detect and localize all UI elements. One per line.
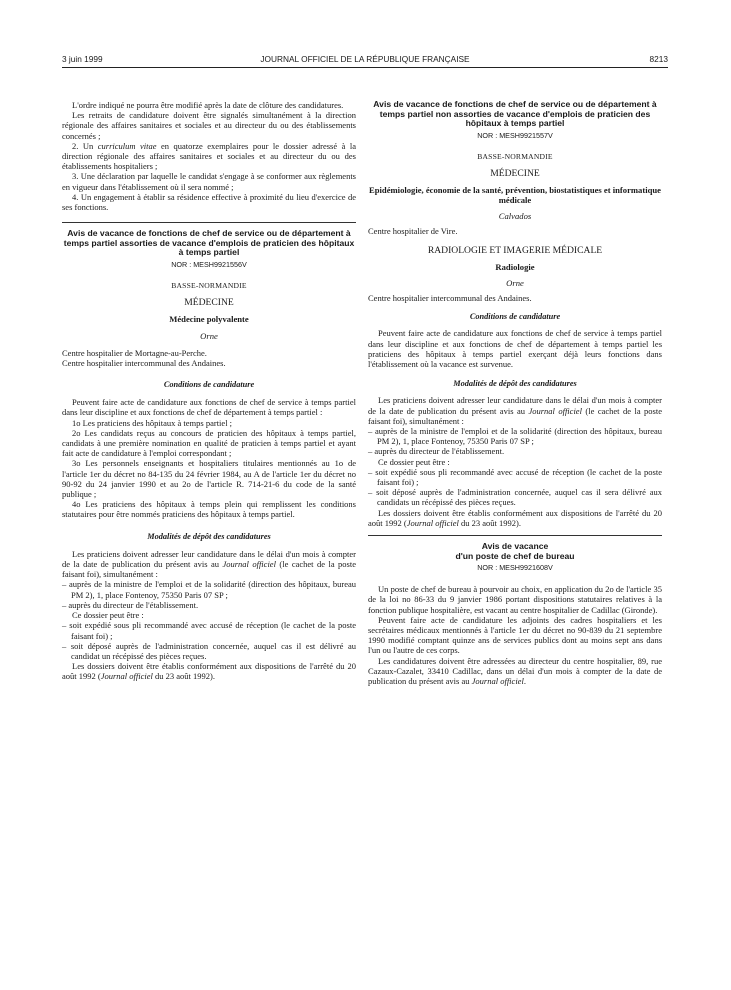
- region-heading: BASSE-NORMANDIE: [171, 281, 247, 291]
- nor-reference: NOR : MESH9921557V: [477, 130, 553, 140]
- body-paragraph: Les praticiens doivent adresser leur candidature dans le délai d'un mois à compter de la date de publication du présent avis au Journal officiel (le cachet de la poste faisant foi), simultanément :: [368, 395, 662, 426]
- specialty-heading: Médecine polyvalente: [169, 314, 249, 325]
- region-heading: BASSE-NORMANDIE: [477, 151, 553, 161]
- header-date: 3 juin 1999: [62, 54, 103, 64]
- header-title: JOURNAL OFFICIEL DE LA RÉPUBLIQUE FRANÇAISE: [260, 54, 470, 64]
- body-paragraph: Peuvent faire acte de candidature aux fonctions de chef de service à temps partiel dans leur discipline et aux fonctions de chef de département à temps partiel :: [62, 397, 356, 418]
- right-column: [368, 100, 662, 686]
- conditions-heading: Conditions de candidature: [469, 312, 561, 322]
- list-item: – soit déposé auprès de l'administration concernée, auquel cas il est délivré au candidat un récépissé des pièces reçues.: [62, 640, 356, 661]
- condition-item: 3o Les personnels enseignants et hospitaliers titulaires mentionnés au 1o de l'article 1er du décret no 84-135 du 24 février 1984, au A de l'article 1er du décret no 90-92 du 24 janvier 1990 et au 2o de l'article R. 714-21-6 du code de la santé publique ;: [62, 458, 356, 500]
- body-paragraph: Les candidatures doivent être adressées au directeur du centre hospitalier, 89, rue Cazaux-Cazalet, 33410 Cadillac, dans un délai d'un mois à compter de la date de publication du présent avis au Journal officiel.: [368, 655, 662, 687]
- body-paragraph: Ce dossier peut être :: [378, 456, 450, 467]
- intro-paragraph: 4. Un engagement à établir sa résidence effective à proximité du lieu d'exercice de ses fonctions.: [62, 191, 356, 213]
- hospital-name: Centre hospitalier de Vire.: [368, 226, 458, 237]
- header-page-number: 8213: [649, 54, 668, 64]
- section-divider: [62, 222, 356, 223]
- hospital-name: Centre hospitalier de Mortagne-au-Perche.: [62, 347, 207, 358]
- condition-item: 2o Les candidats reçus au concours de praticien des hôpitaux à temps partiel, candidats à une première nomination en qualité de praticien à temps partiel et ayant fait acte de candidature à l'emploi correspondant ;: [62, 427, 356, 459]
- submission-heading: Modalités de dépôt des candidatures: [453, 379, 577, 389]
- list-item: – soit expédié sous pli recommandé avec accusé de réception (le cachet de la poste faisant foi) ;: [62, 620, 356, 641]
- body-paragraph: Les dossiers doivent être établis conformément aux dispositions de l'arrêté du 20 août 1992 (Journal officiel du 23 août 1992).: [62, 661, 356, 682]
- notice-title: Avis de vacance de fonctions de chef de service ou de département à temps partiel non assorties de vacance d'emplois de praticien des hôpitaux à temps partiel: [373, 99, 657, 129]
- specialty-heading: Epidémiologie, économie de la santé, prévention, biostatistiques et informatique médicale: [369, 185, 661, 206]
- body-paragraph: Peuvent faire acte de candidature aux fonctions de chef de service à temps partiel dans leur discipline et aux fonctions de chef de département à temps partiel les praticiens des hôpitaux à temps partiel exerçant déjà leurs fonctions dans l'établissement où la vacance est survenue.: [368, 328, 662, 370]
- intro-paragraph: Les retraits de candidature doivent être signalés simultanément à la direction régionale des affaires sanitaires et sociales et au directeur du ou des établissements concernés ;: [62, 110, 356, 141]
- body-paragraph: Peuvent faire acte de candidature les adjoints des cadres hospitaliers et les secrétaires médicaux mentionnés à l'article 1er du décret no 90-839 du 21 septembre 1990 modifié comptant quinze ans de services publics dont au moins sept ans dans l'un ou l'autre de ces corps.: [368, 614, 662, 656]
- notice-title: d'un poste de chef de bureau: [455, 550, 575, 561]
- specialty-heading: Radiologie: [495, 261, 535, 272]
- department-heading: Orne: [506, 277, 524, 288]
- notice-title: Avis de vacance: [481, 541, 549, 552]
- nor-reference: NOR : MESH9921556V: [171, 260, 247, 270]
- condition-item: 4o Les praticiens des hôpitaux à temps plein qui remplissent les conditions statutaires pour être nommés praticiens des hôpitaux à temps partiel.: [62, 499, 356, 520]
- intro-paragraph: 2. Un curriculum vitae en quatorze exemplaires pour le dossier adressé à la direction régionale des affaires sanitaires et sociales et au directeur du ou des établissements hospitaliers ;: [62, 140, 356, 172]
- department-heading: Orne: [200, 331, 218, 342]
- left-column: [62, 100, 356, 682]
- list-item: – auprès du directeur de l'établissement.: [368, 446, 505, 457]
- body-paragraph: Un poste de chef de bureau à pourvoir au choix, en application du 2o de l'article 35 de la loi no 86-33 du 9 janvier 1986 portant dispositions statutaires relatives à la fonction publique hospitalière, est vacant au centre hospitalier de Cadillac (Gironde).: [368, 584, 662, 615]
- discipline-heading: RADIOLOGIE ET IMAGERIE MÉDICALE: [427, 244, 603, 256]
- section-divider: [368, 535, 662, 536]
- discipline-heading: MÉDECINE: [490, 167, 540, 179]
- body-paragraph: Les dossiers doivent être établis conformément aux dispositions de l'arrêté du 20 août 1992 (Journal officiel du 23 août 1992).: [368, 507, 662, 528]
- condition-item: 1o Les praticiens des hôpitaux à temps partiel ;: [72, 417, 233, 428]
- body-paragraph: Ce dossier peut être :: [72, 610, 144, 621]
- nor-reference: NOR : MESH9921608V: [477, 563, 553, 573]
- notice-title: Avis de vacance de fonctions de chef de service ou de département à temps partiel assorties de vacance d'emplois de praticien des hôpitaux à temps partiel: [63, 228, 355, 258]
- header-rule: [62, 67, 668, 68]
- list-item: – auprès du directeur de l'établissement.: [62, 599, 199, 610]
- intro-paragraph: L'ordre indiqué ne pourra être modifié après la date de clôture des candidatures.: [72, 100, 344, 110]
- submission-heading: Modalités de dépôt des candidatures: [147, 531, 271, 541]
- page-header: [62, 54, 668, 68]
- list-item: – auprès de la ministre de l'emploi et de la solidarité (direction des hôpitaux, bureau PM 2), 1, place Fontenoy, 75350 Paris 07 SP ;: [368, 426, 662, 447]
- department-heading: Calvados: [498, 211, 532, 222]
- list-item: – soit expédié sous pli recommandé avec accusé de réception (le cachet de la poste faisant foi) ;: [368, 466, 662, 488]
- hospital-name: Centre hospitalier intercommunal des Andaines.: [368, 293, 532, 303]
- intro-paragraph: 3. Une déclaration par laquelle le candidat s'engage à se conformer aux règlements en vigueur dans l'établissement où il sera nommé ;: [62, 171, 356, 192]
- list-item: – soit déposé auprès de l'administration concernée, auquel cas il sera délivré aux candidats un récépissé des pièces reçues.: [368, 487, 662, 508]
- discipline-heading: MÉDECINE: [184, 297, 234, 309]
- hospital-name: Centre hospitalier intercommunal des Andaines.: [62, 357, 226, 368]
- list-item: – auprès de la ministre de l'emploi et de la solidarité (direction des hôpitaux, bureau PM 2), 1, place Fontenoy, 75350 Paris 07 SP ;: [62, 579, 356, 600]
- conditions-heading: Conditions de candidature: [163, 380, 255, 390]
- body-paragraph: Les praticiens doivent adresser leur candidature dans le délai d'un mois à compter de la date de publication du présent avis au Journal officiel (le cachet de la poste faisant foi), simultanément :: [62, 548, 356, 580]
